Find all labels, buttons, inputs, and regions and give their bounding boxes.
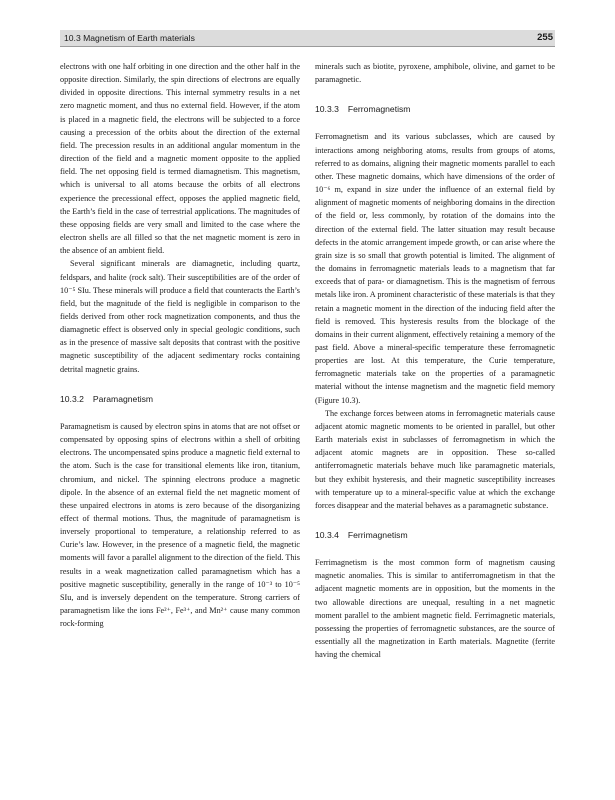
section-number: 10.3.2 <box>60 393 84 404</box>
section-title: Paramagnetism <box>92 393 154 404</box>
section-title: Ferrimagnetism <box>347 530 408 540</box>
section-number: 10.3.4 <box>315 530 339 540</box>
section-number: 10.3.3 <box>315 104 339 115</box>
paragraph: minerals such as biotite, pyroxene, amphibole, olivine, and garnet to be paramagnetic. <box>315 62 555 85</box>
paragraph: Paramagnetism is caused by electron spins in atoms that are not offset or compensated by opposing spins of electrons within a shell of orbiting electrons. The uncompensated spins produce a magnetic field external to the atom. Such is the case for transitional elements like iron, titanium, chromium, and nickel. The spinning electrons produce a magnetic dipole. In the absence of an external field the net magnetic moment of these unpaired electrons in atoms is zero because of the disorganizing effect of thermal motions. Thus, the magnitude of paramagnetism is inversely proportional to temperature, a relationship referred to as Curie’s law. However, in the presence of a magnetic field, the magnetic moments will favor a parallel alignment to the direction of the field. This results in a weak magnetization called paramagnetism which has a positive magnetic susceptibility, generally in the range of 10⁻³ to 10⁻⁵ SIu, and is inversely dependent on the temperature. Strong carriers of paramagnetism like the ions Fe²⁺, Fe³⁺, and Mn²⁺ cause many common rock-forming <box>60 421 300 629</box>
right-column <box>315 60 555 788</box>
paragraph: Ferromagnetism and its various subclasses, which are caused by interactions among neighboring atoms, results from groups of atoms, referred to as domains, aligning their magnetic moments parallel to each other. These magnetic domains, which have dimensions of the order of 10⁻⁶ m, expand in size under the influence of an external field by alignment of magnetic moments of neighboring domains in the direction of the field or, less commonly, by rotation of the domains into the direction of the external field. The latter situation may result because defects in the atomic arrangement impede growth, or can arise where the grain size is so small that growth potential is limited. The alignment of the domains in ferromagnetic materials leads to a magnetism that far exceeds that of para- or diamagnetism. This is the magnetism of ferrous metals like iron. A prominent characteristic of these materials is that they retain a magnetic moment in the direction of the inducing field after the field is removed. This hysteresis results from the blockage of the domains in their current alignment, effectively retaining a memory of the past field. Above a mineral-specific temperature these ferromagnetic properties are lost. At this temperature, the Curie temperature, ferromagnetic materials take on the properties of a paramagnetic material without the intense magnetism and the magnetic field memory (Figure 10.3). <box>315 132 555 405</box>
section-heading-ferromagnetism <box>315 103 555 116</box>
page-number: 255 <box>537 32 553 43</box>
paragraph: electrons with one half orbiting in one direction and the other half in the opposite direction. Similarly, the spin directions of electrons are equally divided in opposite directions. This internal symmetry results in a net zero magnetic moment, and thus no external field. However, if the atom is placed in a magnetic field, the electrons will be subjected to a force causing a precession of the orbits about the direction of the external field. The precession results in an additional angular momentum in the direction of the field and a magnetic moment opposite to the applied field. The net opposing field is termed diamagnetism. This magnetism, which is universal to all atoms because the orbits of all electrons experience the precessional effect, opposes the applied magnetic field, the Earth’s field in the case of terrestrial applications. The magnitudes of these opposing fields are very small and limited to the case where the electron shells are all filled so that the net magnetic moment is zero in the absence of an ambient field. <box>60 62 300 256</box>
paragraph: Several significant minerals are diamagnetic, including quartz, feldspars, and halite (rock salt). Their susceptibilities are of the order of 10⁻⁵ SIu. These minerals will produce a field that counteracts the Earth’s field, but the magnitude of the field is negligible in comparison to the fields derived from other rock magnetization components, and thus the diamagnetic effect is observed only in special geologic conditions, such as in the presence of massive salt deposits that contrast with the positive magnetic susceptibility of the adjacent sedimentary rocks containing detrital magnetic grains. <box>60 259 300 374</box>
running-head-title: 10.3 Magnetism of Earth materials <box>64 33 195 43</box>
running-header <box>60 30 555 47</box>
left-column <box>60 60 300 788</box>
paragraph: Ferrimagnetism is the most common form of magnetism causing magnetic anomalies. This is similar to antiferromagnetism in that the adjacent magnetic moments are in opposition, but the moments in the two allowable directions are unequal, resulting in a net magnetic moment parallel to the ambient magnetic field. Ferrimagnetic materials, possessing the properties of ferromagnetic substances, are the source of essentially all the magnetization in Earth materials. Magnetite (ferrite having the chemical <box>315 558 555 660</box>
section-heading-ferrimagnetism <box>315 529 555 542</box>
section-heading-paramagnetism <box>60 393 300 406</box>
paragraph: The exchange forces between atoms in ferromagnetic materials cause adjacent atomic magnetic moments to be oriented in parallel, but other Earth materials exist in subclasses of ferromagnetism in which the adjacent atomic magnets are in opposition. These so-called antiferromagnetic materials behave much like paramagnetic materials, but they exhibit hysteresis, and their magnetic susceptibility increases with temperature up to a mineral-specific value at which the exchange forces disappear and the material behaves as a paramagnetic substance. <box>315 408 555 510</box>
section-title: Ferromagnetism <box>347 104 411 115</box>
